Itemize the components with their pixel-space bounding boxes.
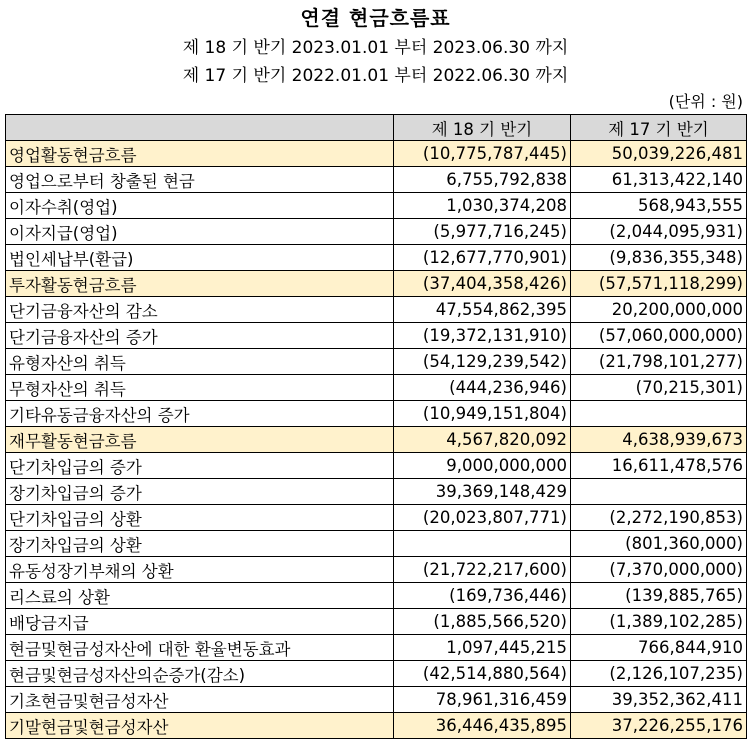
table-row [6,219,747,245]
current-period-value: (12,677,770,901) [394,245,571,271]
prior-period-value: 20,200,000,000 [571,297,747,323]
prior-period-value: (21,798,101,277) [571,349,747,375]
prior-period-value: (1,389,102,285) [571,609,747,635]
header-current-period: 제 18 기 반기 [394,115,571,141]
cash-flow-table [5,114,747,739]
row-label: 현금및현금성자산에 대한 환율변동효과 [6,635,394,661]
row-label: 기타유동금융자산의 증가 [6,401,394,427]
row-label: 장기차입금의 상환 [6,531,394,557]
current-period: 제 18 기 반기 2023.01.01 부터 2023.06.30 까지 [182,38,569,58]
table-row [6,167,747,193]
prior-period-value: (9,836,355,348) [571,245,747,271]
table-row [6,531,747,557]
prior-period-value: (70,215,301) [571,375,747,401]
current-period-value: (19,372,131,910) [394,323,571,349]
current-period-value: (21,722,217,600) [394,557,571,583]
prior-period-value: 766,844,910 [571,635,747,661]
current-period-value: 4,567,820,092 [394,427,571,453]
row-label: 단기차입금의 상환 [6,505,394,531]
prior-period-value: (7,370,000,000) [571,557,747,583]
current-period-value: (54,129,239,542) [394,349,571,375]
table-row [6,193,747,219]
prior-period: 제 17 기 반기 2022.01.01 부터 2022.06.30 까지 [182,66,569,86]
current-period-value: 1,030,374,208 [394,193,571,219]
prior-period-value: (139,885,765) [571,583,747,609]
table-row [6,661,747,687]
row-label: 재무활동현금흐름 [6,427,394,453]
prior-period-value: 61,313,422,140 [571,167,747,193]
current-period-value: (10,949,151,804) [394,401,571,427]
row-label: 기초현금및현금성자산 [6,687,394,713]
statement-title: 연결 현금흐름표 [300,6,451,30]
row-label: 이자지급(영업) [6,219,394,245]
current-period-value: 9,000,000,000 [394,453,571,479]
table-row [6,375,747,401]
table-row [6,141,747,167]
prior-period-value: 568,943,555 [571,193,747,219]
current-period-value: 36,446,435,895 [394,713,571,739]
current-period-value: (37,404,358,426) [394,271,571,297]
current-period-value: 6,755,792,838 [394,167,571,193]
table-row [6,297,747,323]
table-row [6,323,747,349]
current-period-value [394,531,571,557]
table-row [6,687,747,713]
prior-period-value: (57,571,118,299) [571,271,747,297]
table-header-row [6,115,747,141]
unit-label: (단위 : 원) [668,92,743,111]
row-label: 단기금융자산의 증가 [6,323,394,349]
table-row [6,401,747,427]
row-label: 이자수취(영업) [6,193,394,219]
prior-period-value [571,401,747,427]
row-label: 유동성장기부채의 상환 [6,557,394,583]
prior-period-value: 4,638,939,673 [571,427,747,453]
row-label: 단기금융자산의 감소 [6,297,394,323]
table-row [6,557,747,583]
row-label: 무형자산의 취득 [6,375,394,401]
table-row [6,479,747,505]
table-row [6,427,747,453]
current-period-value: (169,736,446) [394,583,571,609]
prior-period-value: 37,226,255,176 [571,713,747,739]
prior-period-value: (801,360,000) [571,531,747,557]
table-row [6,609,747,635]
current-period-value: 1,097,445,215 [394,635,571,661]
row-label: 유형자산의 취득 [6,349,394,375]
row-label: 기말현금및현금성자산 [6,713,394,739]
current-period-value: (20,023,807,771) [394,505,571,531]
current-period-value: 47,554,862,395 [394,297,571,323]
row-label: 단기차입금의 증가 [6,453,394,479]
table-row [6,245,747,271]
prior-period-value: 16,611,478,576 [571,453,747,479]
current-period-value: (42,514,880,564) [394,661,571,687]
prior-period-value: (2,044,095,931) [571,219,747,245]
table-row [6,505,747,531]
prior-period-value: (2,272,190,853) [571,505,747,531]
prior-period-value: (57,060,000,000) [571,323,747,349]
row-label: 현금및현금성자산의순증가(감소) [6,661,394,687]
table-row [6,635,747,661]
row-label: 배당금지급 [6,609,394,635]
current-period-value: (5,977,716,245) [394,219,571,245]
row-label: 영업으로부터 창출된 현금 [6,167,394,193]
row-label: 영업활동현금흐름 [6,141,394,167]
header-label-cell [6,115,394,141]
table-row [6,349,747,375]
table-row [6,583,747,609]
row-label: 법인세납부(환급) [6,245,394,271]
current-period-value: (444,236,946) [394,375,571,401]
prior-period-value: (2,126,107,235) [571,661,747,687]
prior-period-value: 39,352,362,411 [571,687,747,713]
prior-period-value: 50,039,226,481 [571,141,747,167]
row-label: 리스료의 상환 [6,583,394,609]
current-period-value: 39,369,148,429 [394,479,571,505]
header-prior-period: 제 17 기 반기 [571,115,747,141]
current-period-value: (10,775,787,445) [394,141,571,167]
table-row [6,453,747,479]
current-period-value: 78,961,316,459 [394,687,571,713]
current-period-value: (1,885,566,520) [394,609,571,635]
prior-period-value [571,479,747,505]
row-label: 장기차입금의 증가 [6,479,394,505]
table-row [6,713,747,739]
row-label: 투자활동현금흐름 [6,271,394,297]
table-row [6,271,747,297]
